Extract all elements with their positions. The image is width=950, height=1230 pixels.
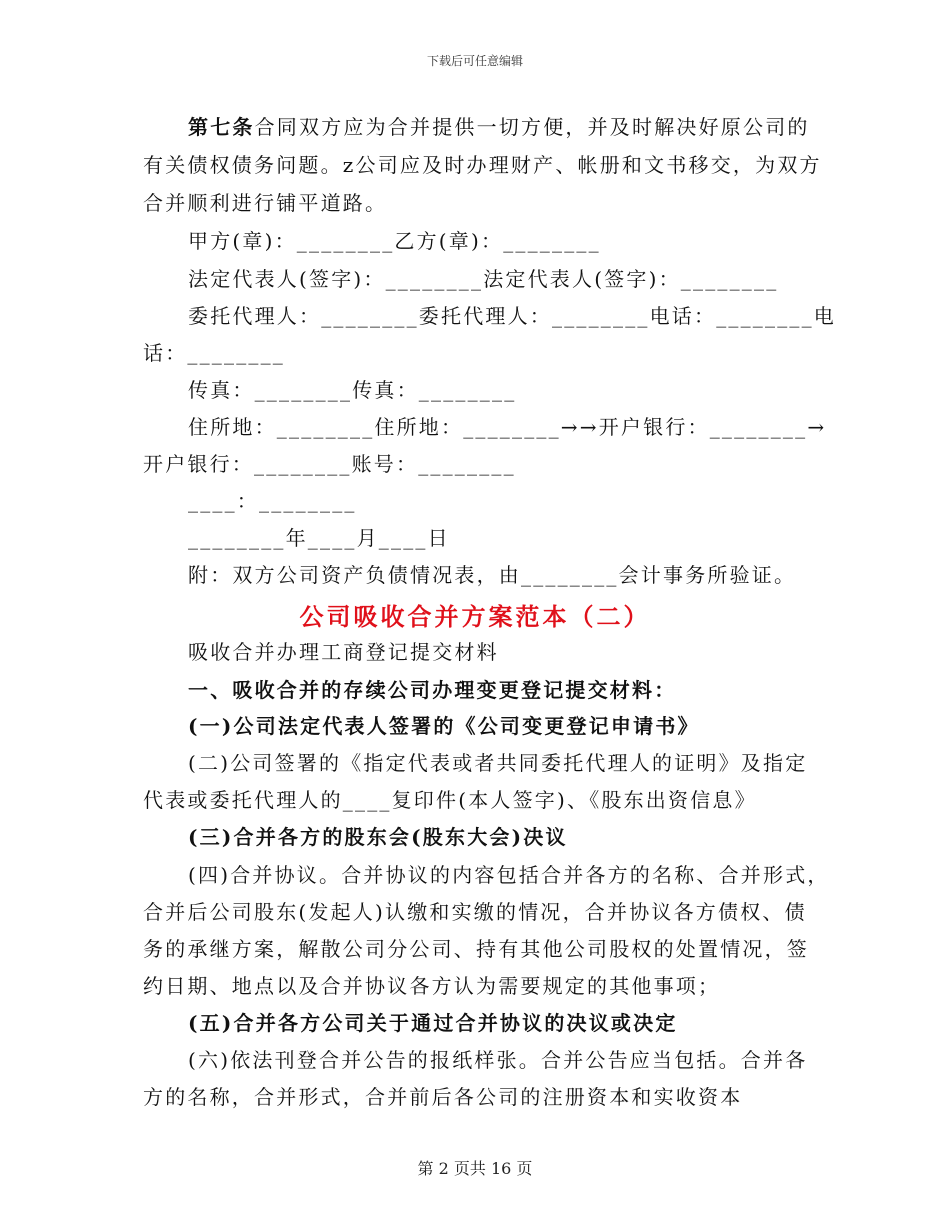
item-1: (一)公司法定代表人签署的《公司变更登记申请书》	[188, 714, 700, 738]
item-4-line-1: (四)合并协议。合并协议的内容包括合并各方的名称、合并形式，	[188, 863, 830, 887]
article-7-line-1	[188, 114, 868, 140]
section-intro: 吸收合并办理工商登记提交材料	[188, 640, 499, 664]
item-3: (三)合并各方的股东会(股东大会)决议	[188, 825, 568, 849]
article-7-line-2: 有关债权债务问题。z公司应及时办理财产、帐册和文书移交，为双方	[143, 153, 822, 177]
article-7-line-3: 合并顺利进行铺平道路。	[143, 191, 388, 215]
item-5: (五)合并各方公司关于通过合并协议的决议或决定	[188, 1011, 678, 1035]
address-bank-line: 住所地：________住所地：________→→开户银行：________→	[188, 415, 827, 439]
page-footer: 第 2 页共 16 页	[417, 1159, 533, 1178]
article-7-label: 第七条	[188, 115, 255, 139]
item-4-line-4: 约日期、地点以及合并协议各方认为需要规定的其他事项；	[143, 974, 721, 998]
bank-account-line: 开户银行：________账号：________	[143, 452, 516, 476]
item-4-line-2: 合并后公司股东(发起人)认缴和实缴的情况，合并协议各方债权、债	[143, 900, 807, 924]
item-4-line-3: 务的承继方案，解散公司分公司、持有其他公司股权的处置情况，签	[143, 937, 809, 961]
date-line: ________年____月____日	[188, 526, 450, 550]
phone-continued-line: 话：________	[143, 341, 285, 365]
heading-1: 一、吸收合并的存续公司办理变更登记提交材料：	[188, 678, 677, 702]
blank-field-line: ____：________	[188, 489, 357, 513]
legal-rep-line: 法定代表人(签字)：________法定代表人(签字)：________	[188, 267, 779, 291]
item-6-line-2: 方的名称，合并形式，合并前后各公司的注册资本和实收资本	[143, 1085, 743, 1109]
page-header: 下载后可任意编辑	[426, 54, 523, 68]
item-2-line-1: (二)公司签署的《指定代表或者共同委托代理人的证明》及指定	[188, 751, 808, 775]
article-7-text: 合同双方应为合并提供一切方便，并及时解决好原公司的	[254, 115, 810, 139]
fax-line: 传真：________传真：________	[188, 378, 517, 402]
section-title: 公司吸收合并方案范本（二）	[299, 602, 651, 631]
agent-phone-line: 委托代理人：________委托代理人：________电话：________电	[188, 304, 836, 328]
attachment-line: 附：双方公司资产负债情况表，由________会计事务所验证。	[188, 563, 797, 587]
item-6-line-1: (六)依法刊登合并公告的报纸样张。合并公告应当包括。合并各	[188, 1048, 808, 1072]
item-2-line-2: 代表或委托代理人的____复印件(本人签字)、《股东出资信息》	[143, 788, 757, 812]
party-seal-line: 甲方(章)：________乙方(章)：________	[188, 229, 601, 253]
